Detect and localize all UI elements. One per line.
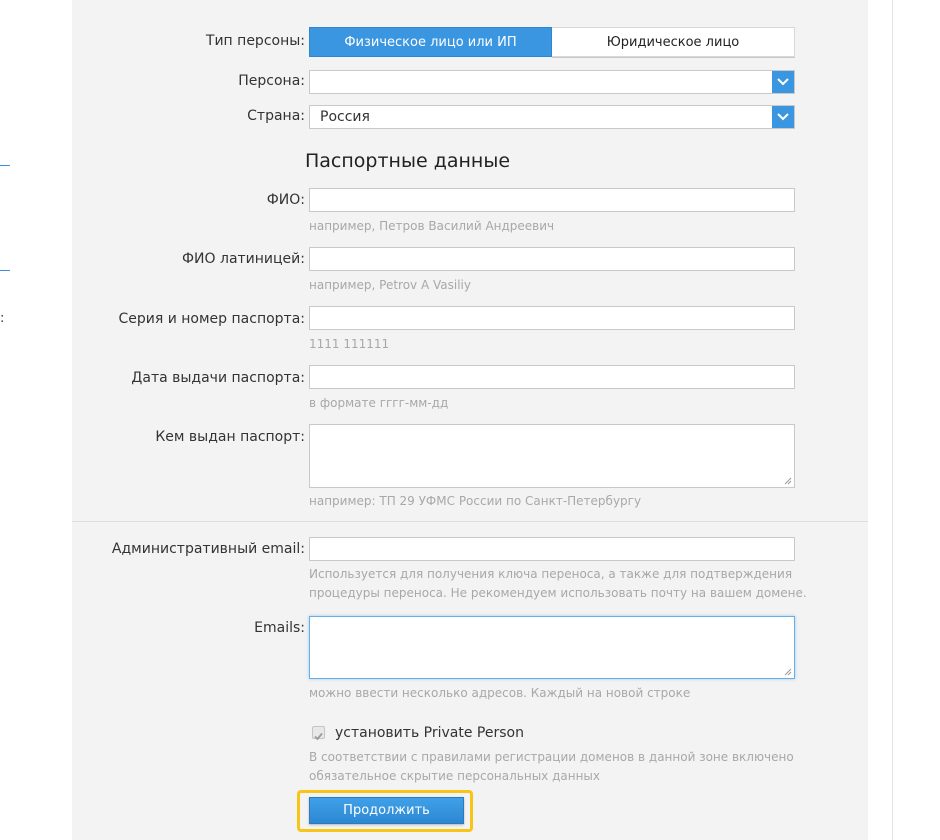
resize-handle-icon[interactable] [784,477,792,485]
sidebar-colon-text: : [0,311,5,326]
emails-hint: можно ввести несколько адресов. Каждый на новой строке [309,686,691,700]
fio-label: ФИО: [266,192,305,208]
chevron-down-icon[interactable] [772,106,794,128]
right-area [893,0,940,840]
private-person-checkbox[interactable] [312,726,325,739]
fio-hint: например, Петров Василий Андреевич [309,219,555,233]
passport-number-input[interactable] [309,306,795,330]
passport-number-label: Серия и номер паспорта: [118,311,305,327]
checkmark-icon [313,731,324,742]
left-sidebar-fragment [0,0,72,840]
passport-section-title: Паспортные данные [305,150,511,172]
person-type-individual-tab[interactable]: Физическое лицо или ИП [309,27,552,57]
fio-latin-hint: например, Petrov A Vasiliy [309,278,471,292]
persona-label: Персона: [238,73,305,89]
issued-by-label: Кем выдан паспорт: [155,429,305,445]
issued-by-hint: например: ТП 29 УФМС России по Санкт-Петербургу [309,494,642,508]
resize-handle-icon[interactable] [784,668,792,676]
sidebar-underline [0,270,10,271]
issue-date-label: Дата выдачи паспорта: [131,370,305,386]
country-select[interactable] [309,105,795,129]
section-divider [72,521,868,522]
country-label: Страна: [247,108,305,124]
admin-email-label: Административный email: [111,541,305,557]
person-type-legal-tab[interactable]: Юридическое лицо [552,27,795,57]
admin-email-hint-line1: Используется для получения ключа переноса, а также для подтверждения [309,567,793,581]
private-person-label: установить Private Person [335,725,524,741]
emails-label: Emails: [254,620,305,636]
emails-textarea[interactable] [309,616,795,679]
fio-latin-label: ФИО латиницей: [182,251,305,267]
sidebar-underline [0,165,10,166]
chevron-down-icon[interactable] [772,71,794,93]
admin-email-input[interactable] [309,537,795,561]
private-person-hint-line2: обязательное скрытие персональных данных [309,769,600,783]
issue-date-input[interactable] [309,365,795,389]
passport-number-hint: 1111 111111 [309,337,390,351]
fio-input[interactable] [309,188,795,212]
person-type-label: Тип персоны: [205,33,305,49]
fio-latin-input[interactable] [309,247,795,271]
issue-date-hint: в формате гггг-мм-дд [309,396,449,410]
persona-select[interactable] [309,70,795,94]
country-value: Россия [320,109,370,125]
issued-by-textarea[interactable] [309,424,795,488]
private-person-hint-line1: В соответствии с правилами регистрации доменов в данной зоне включено [309,750,794,764]
admin-email-hint-line2: процедуры переноса. Не рекомендуем использовать почту на вашем домене. [309,586,807,600]
continue-button[interactable]: Продолжить [309,797,464,824]
right-gutter [868,0,893,840]
